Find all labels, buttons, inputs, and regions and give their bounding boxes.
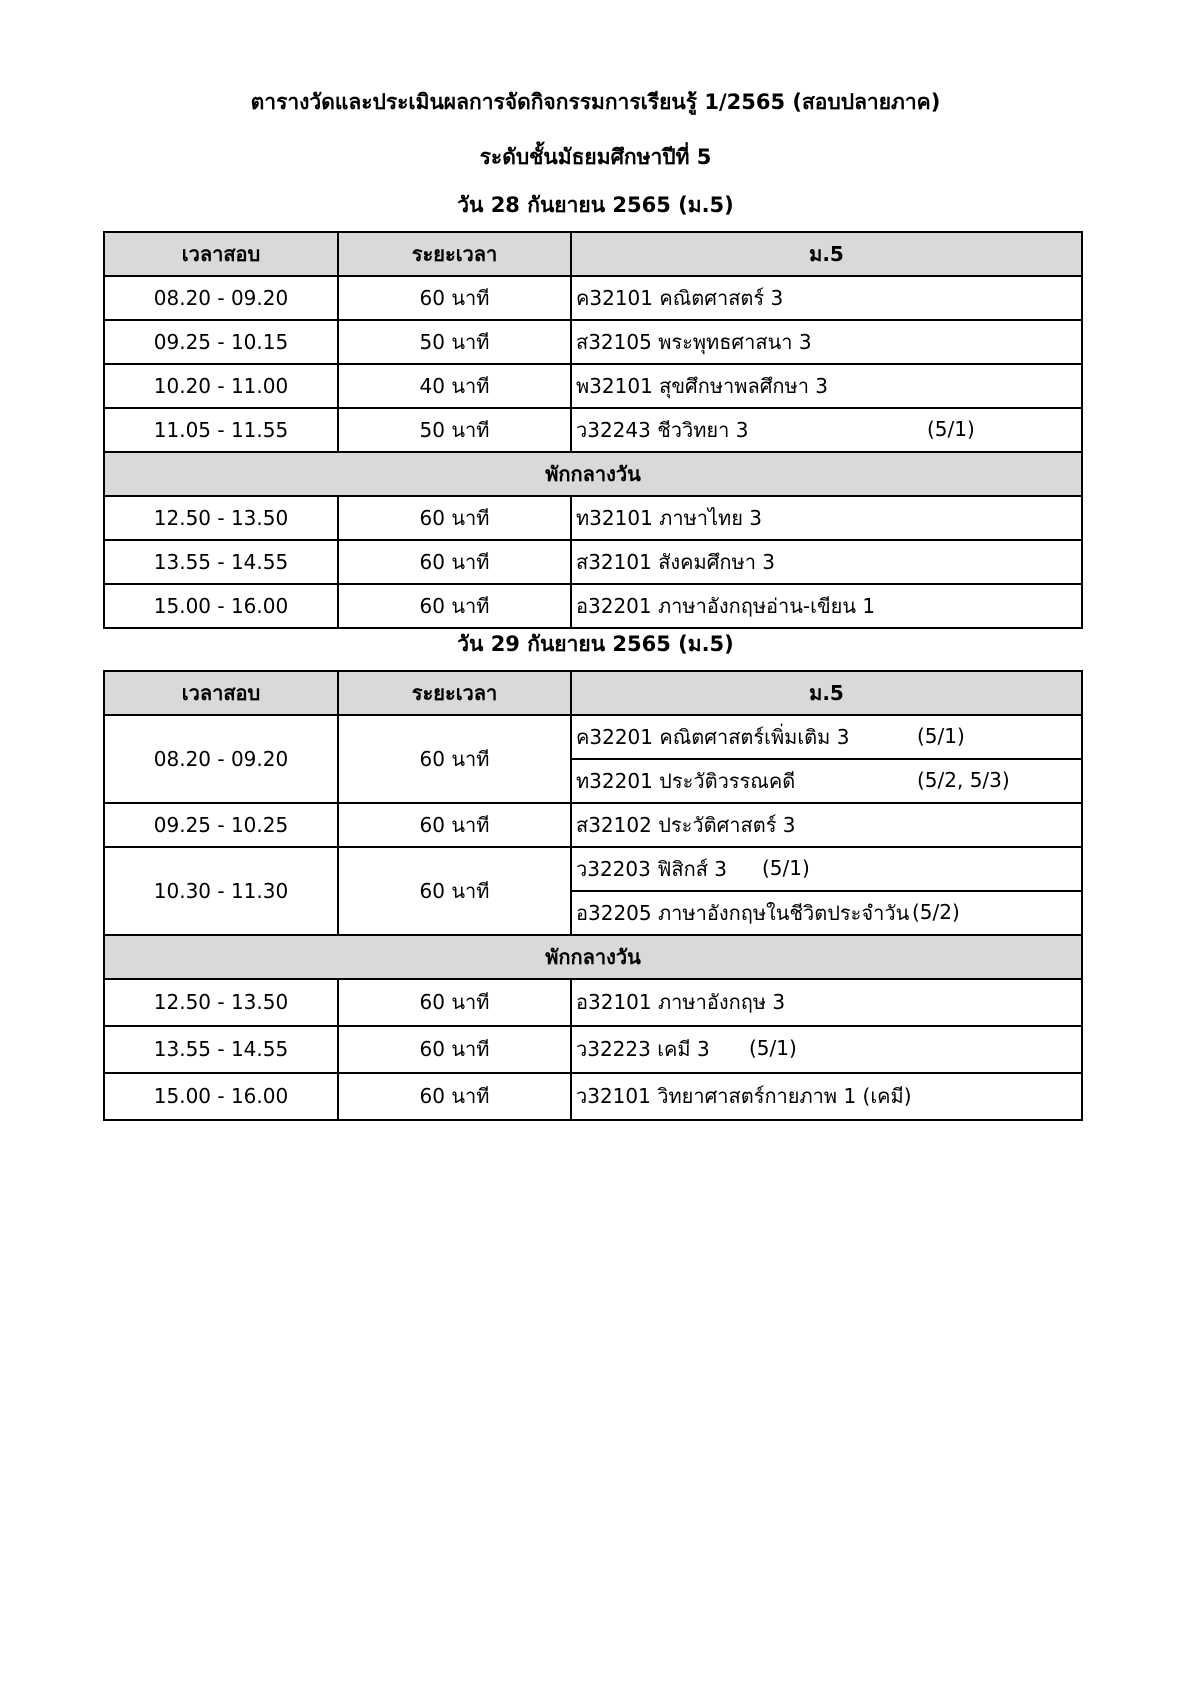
exam-time: 10.30 - 11.30 [104,847,338,935]
day2-title: วัน 29 กันยายน 2565 (ม.5) [457,632,734,656]
exam-subject: ว32223 เคมี 3 (5/1) [571,1026,1082,1073]
exam-time: 10.20 - 11.00 [104,364,338,408]
exam-duration: 60 นาที [338,715,571,803]
exam-subject: ว32243 ชีววิทยา 3 (5/1) [571,408,1082,452]
exam-duration: 60 นาที [338,540,571,584]
exam-time: 08.20 - 09.20 [104,276,338,320]
exam-subject: ค32101 คณิตศาสตร์ 3 [571,276,1082,320]
page-title: ตารางวัดและประเมินผลการจัดกิจกรรมการเรียนรู้ 1/2565 (สอบปลายภาค) [250,90,941,114]
header-level: ม.5 [571,671,1082,715]
table-row [104,1026,1082,1073]
class-note: (5/2, 5/3) [917,768,1010,792]
exam-subject: ว32101 วิทยาศาสตร์กายภาพ 1 (เคมี) [571,1073,1082,1120]
table-row [104,496,1082,540]
exam-subject: ว32203 ฟิสิกส์ 3 (5/1) [571,847,1082,891]
table-row [104,320,1082,364]
table-row [104,979,1082,1026]
exam-subject: ท32101 ภาษาไทย 3 [571,496,1082,540]
table-row [104,715,1082,759]
exam-duration: 60 นาที [338,1073,571,1120]
day1-title: วัน 28 กันยายน 2565 (ม.5) [457,193,734,217]
exam-time: 13.55 - 14.55 [104,540,338,584]
exam-time: 15.00 - 16.00 [104,1073,338,1120]
exam-time: 11.05 - 11.55 [104,408,338,452]
exam-duration: 60 นาที [338,847,571,935]
exam-duration: 60 นาที [338,803,571,847]
class-note: (5/1) [762,856,810,880]
exam-duration: 60 นาที [338,979,571,1026]
day2-schedule-table [103,670,1083,1121]
exam-duration: 60 นาที [338,276,571,320]
class-note: (5/1) [749,1036,797,1060]
lunch-break-row [104,452,1082,496]
header-duration: ระยะเวลา [338,232,571,276]
table-row [104,584,1082,628]
exam-subject: ส32102 ประวัติศาสตร์ 3 [571,803,1082,847]
lunch-break: พักกลางวัน [104,452,1082,496]
lunch-break-row [104,935,1082,979]
header-time: เวลาสอบ [104,232,338,276]
exam-duration: 40 นาที [338,364,571,408]
exam-time: 12.50 - 13.50 [104,979,338,1026]
exam-duration: 60 นาที [338,496,571,540]
header-level: ม.5 [571,232,1082,276]
table-row [104,540,1082,584]
exam-subject: อ32205 ภาษาอังกฤษในชีวิตประจำวัน (5/2) [571,891,1082,935]
table-row [104,803,1082,847]
lunch-break: พักกลางวัน [104,935,1082,979]
class-note: (5/2) [912,900,960,924]
exam-subject: ส32105 พระพุทธศาสนา 3 [571,320,1082,364]
exam-subject: ท32201 ประวัติวรรณคดี (5/2, 5/3) [571,759,1082,803]
exam-subject: ส32101 สังคมศึกษา 3 [571,540,1082,584]
table-row [104,408,1082,452]
header-time: เวลาสอบ [104,671,338,715]
table-header-row [104,232,1082,276]
exam-subject: พ32101 สุขศึกษาพลศึกษา 3 [571,364,1082,408]
exam-time: 09.25 - 10.25 [104,803,338,847]
exam-time: 08.20 - 09.20 [104,715,338,803]
exam-duration: 60 นาที [338,1026,571,1073]
table-row [104,1073,1082,1120]
exam-duration: 50 นาที [338,408,571,452]
table-row [104,364,1082,408]
exam-duration: 60 นาที [338,584,571,628]
exam-time: 15.00 - 16.00 [104,584,338,628]
exam-time: 09.25 - 10.15 [104,320,338,364]
page-subtitle: ระดับชั้นมัธยมศึกษาปีที่ 5 [479,145,712,169]
table-header-row [104,671,1082,715]
table-row [104,276,1082,320]
exam-subject: ค32201 คณิตศาสตร์เพิ่มเติม 3 (5/1) [571,715,1082,759]
day1-schedule-table [103,231,1083,629]
class-note: (5/1) [917,724,965,748]
class-note: (5/1) [927,417,975,441]
exam-time: 12.50 - 13.50 [104,496,338,540]
exam-subject: อ32201 ภาษาอังกฤษอ่าน-เขียน 1 [571,584,1082,628]
header-duration: ระยะเวลา [338,671,571,715]
exam-time: 13.55 - 14.55 [104,1026,338,1073]
exam-subject: อ32101 ภาษาอังกฤษ 3 [571,979,1082,1026]
table-row [104,847,1082,891]
exam-duration: 50 นาที [338,320,571,364]
